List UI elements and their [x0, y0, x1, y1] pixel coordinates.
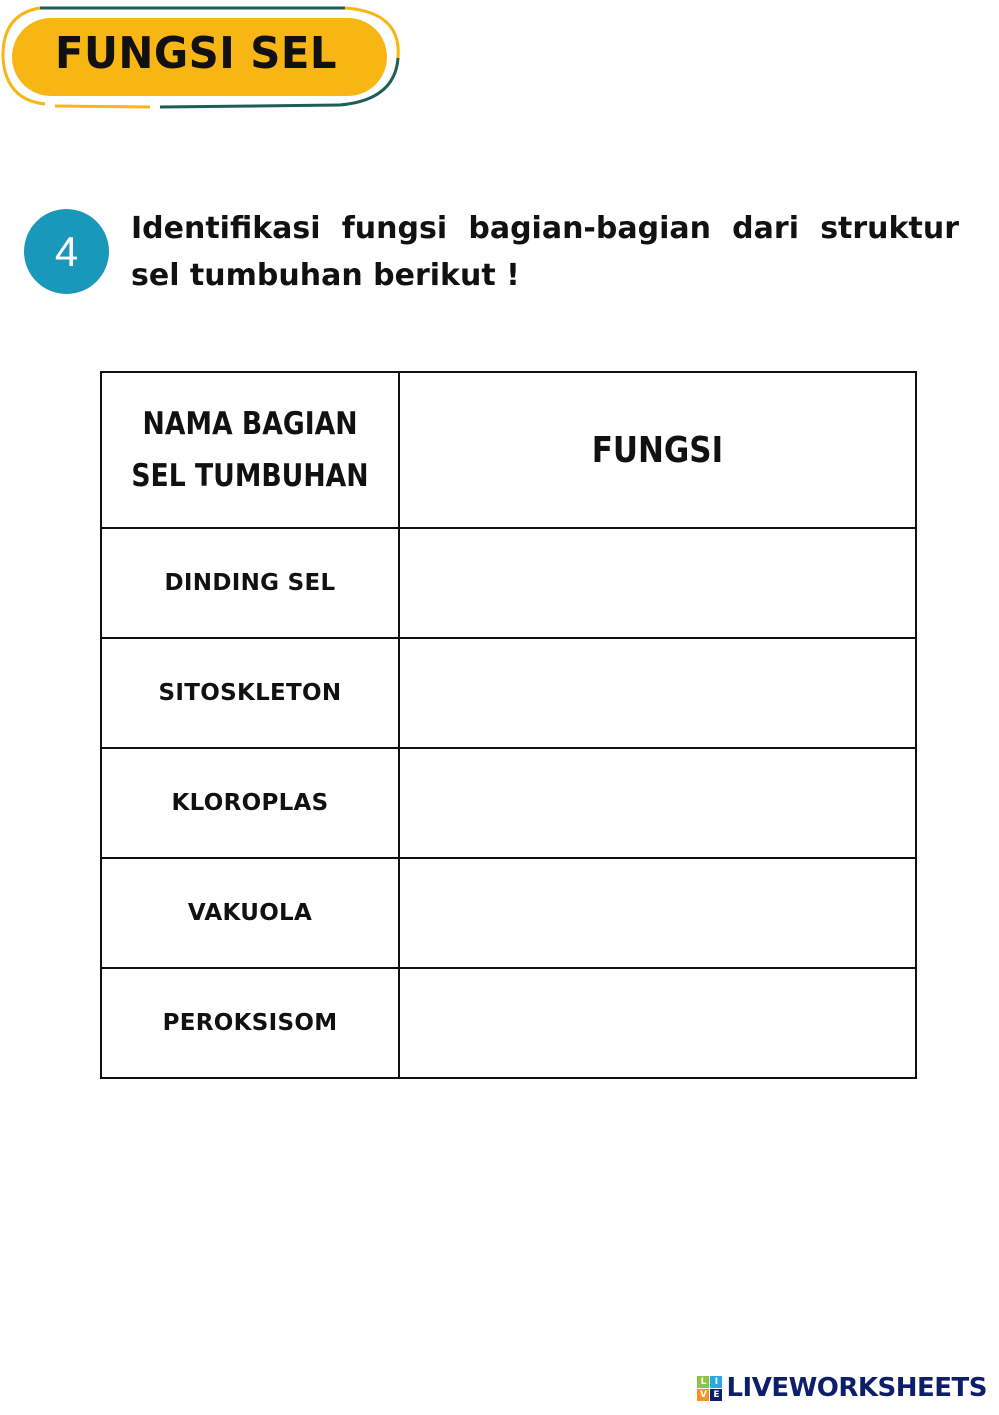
- table-row: [101, 638, 916, 748]
- row-part-name: KLOROPLAS: [101, 748, 399, 858]
- question-text: Identifikasi fungsi bagian-bagian dari struktur sel tumbuhan berikut !: [131, 211, 959, 293]
- cell-function-table: [100, 371, 917, 1079]
- logo-letter: E: [710, 1389, 722, 1401]
- header-part-name: [101, 372, 399, 528]
- header-part-name-line2: SEL TUMBUHAN: [131, 458, 369, 494]
- table-row: [101, 528, 916, 638]
- title-banner: [0, 0, 410, 115]
- header-part-name-line1: NAMA BAGIAN: [142, 406, 358, 442]
- table-row: [101, 968, 916, 1078]
- logo-letter: L: [697, 1376, 709, 1388]
- table-row: [101, 748, 916, 858]
- row-function-answer[interactable]: [399, 748, 916, 858]
- row-function-answer[interactable]: [399, 528, 916, 638]
- row-function-answer[interactable]: [399, 968, 916, 1078]
- liveworksheets-watermark: [697, 1371, 987, 1405]
- page-title: FUNGSI SEL: [54, 28, 338, 79]
- table-row: [101, 858, 916, 968]
- question-number-badge: 4: [24, 209, 109, 294]
- row-part-name: DINDING SEL: [101, 528, 399, 638]
- header-function: [399, 372, 916, 528]
- row-function-answer[interactable]: [399, 858, 916, 968]
- watermark-text: LIVEWORKSHEETS: [726, 1373, 987, 1403]
- row-part-name: VAKUOLA: [101, 858, 399, 968]
- row-part-name: SITOSKLETON: [101, 638, 399, 748]
- row-part-name: PEROKSISOM: [101, 968, 399, 1078]
- table-header-row: [101, 372, 916, 528]
- liveworksheets-logo-icon: [697, 1376, 722, 1401]
- logo-letter: I: [710, 1376, 722, 1388]
- logo-letter: V: [697, 1389, 709, 1401]
- row-function-answer[interactable]: [399, 638, 916, 748]
- header-function-label: FUNGSI: [591, 429, 724, 471]
